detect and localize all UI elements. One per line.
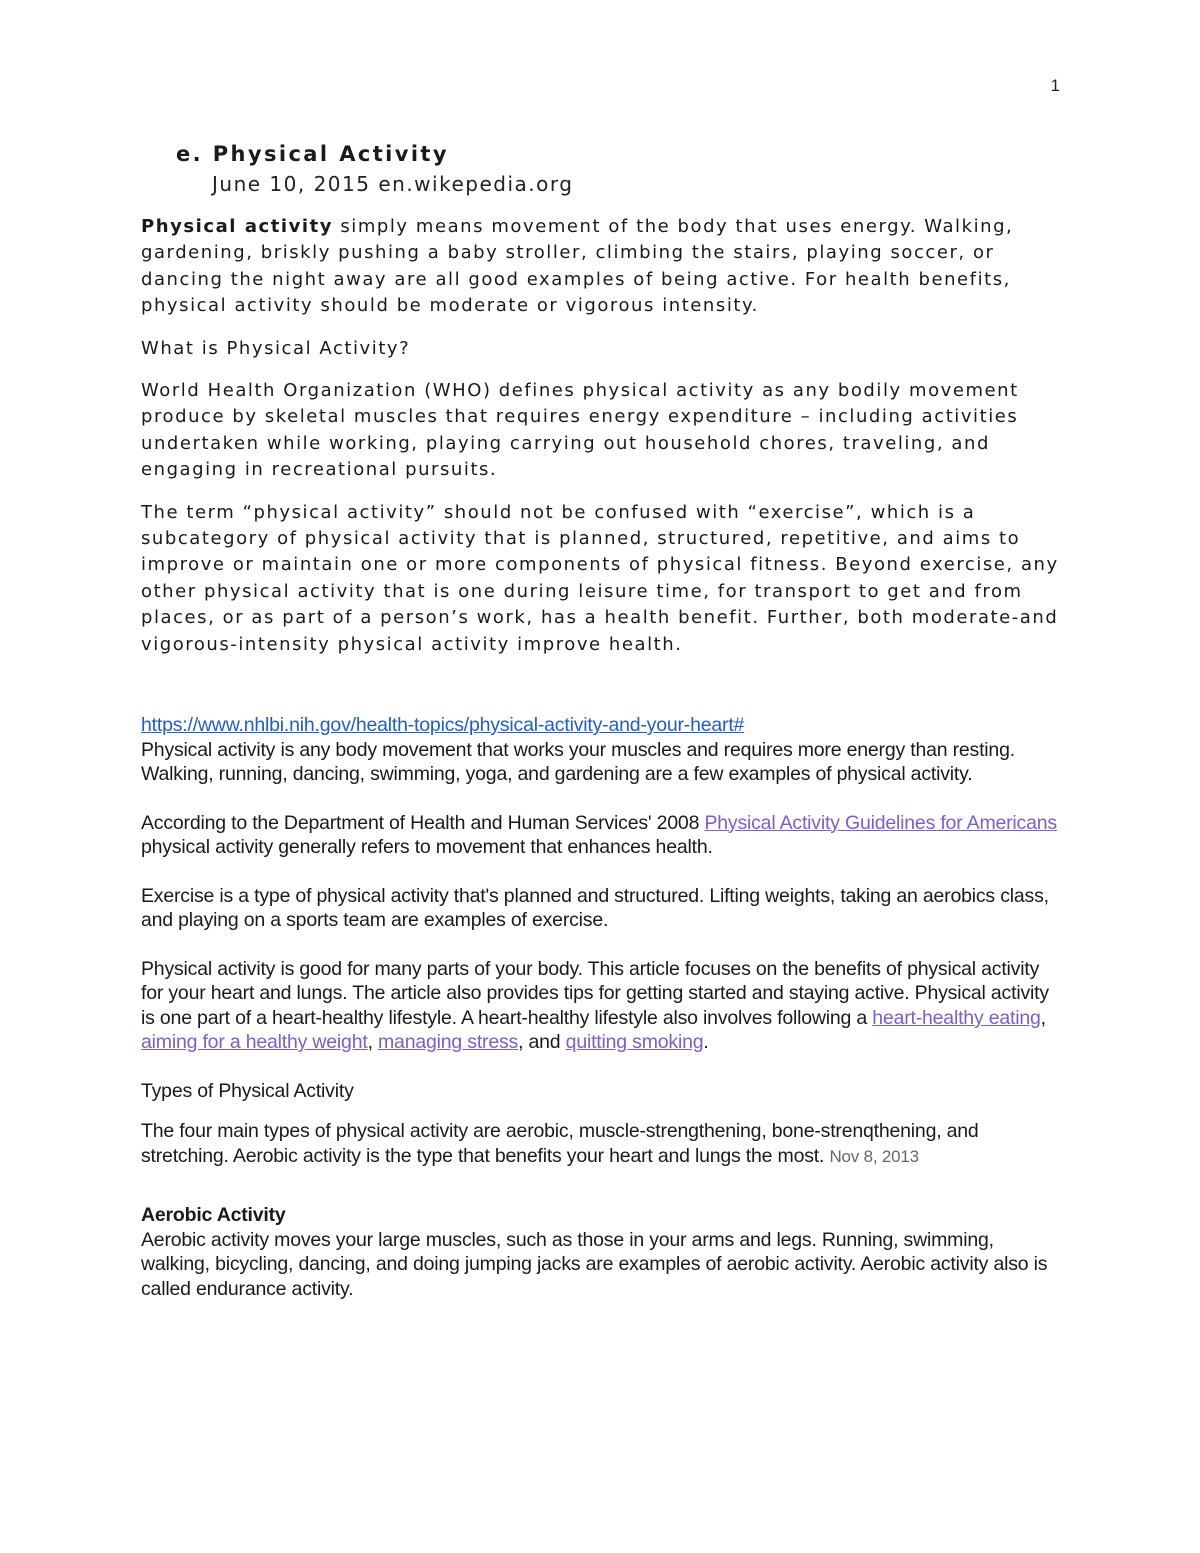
nhlbi-url-link[interactable]: https://www.nhlbi.nih.gov/health-topics/physical-activity-and-your-heart#: [141, 714, 745, 736]
types-paragraph: [141, 1119, 1061, 1169]
nhlbi-paragraph-2: [141, 811, 1061, 860]
nhlbi-paragraph-4: [141, 957, 1061, 1055]
aerobic-paragraph: Aerobic activity moves your large muscles, such as those in your arms and legs. Running, swimming, walking, bicycling, dancing, and doing jumping jacks are examples of aerobic activity. Aerobic activity also is called endurance activity.: [141, 1228, 1048, 1300]
types-text: The four main types of physical activity are aerobic, muscle-strengthening, bone-strenqthening, and stretching. Aerobic activity is the type that benefits your heart and lungs the most.: [141, 1120, 979, 1167]
section-subtitle: June 10, 2015 en.wikepedia.org: [212, 172, 574, 196]
p4-separator-2: ,: [367, 1031, 378, 1053]
term-paragraph: The term “physical activity” should not be confused with “exercise”, which is a subcategory of physical activity that is planned, structured, repetitive, and aims to improve or maintain one or more components of physical fitness. Beyond exercise, any other physical activity that is one during leisure time, for transport to get and from places, or as part of a person’s work, has a health benefit. Further, both moderate-and vigorous-intensity physical activity improve health.: [141, 501, 1059, 655]
types-date: Nov 8, 2013: [829, 1146, 919, 1166]
section-title: e. Physical Activity: [176, 142, 449, 166]
healthy-weight-link[interactable]: aiming for a healthy weight: [141, 1031, 368, 1053]
p4-text: Physical activity is good for many parts of your body. This article focuses on the benefits of physical activity for your heart and lungs. The article also provides tips for getting started and staying active. Physical activity is one part of a heart-healthy lifestyle. A heart-healthy lifestyle also involves following a: [141, 957, 1049, 1029]
heart-healthy-eating-link[interactable]: heart-healthy eating: [872, 1006, 1041, 1029]
p2-text-before: According to the Department of Health and Human Services' 2008: [141, 811, 705, 834]
aerobic-heading: Aerobic Activity: [141, 1204, 286, 1226]
who-paragraph: World Health Organization (WHO) defines physical activity as any bodily movement produce by skeletal muscles that requires energy expenditure – including activities undertaken while working, playing carrying out household chores, traveling, and engaging in recreational pursuits.: [141, 380, 1019, 481]
p4-separator-3: , and: [518, 1031, 566, 1053]
intro-paragraph: [141, 214, 1061, 320]
wiki-excerpt: [141, 214, 1061, 658]
types-heading: Types of Physical Activity: [141, 1079, 354, 1102]
p4-separator-1: ,: [1040, 1006, 1046, 1029]
question-heading: What is Physical Activity?: [141, 337, 411, 359]
nhlbi-paragraph-1: Physical activity is any body movement that works your muscles and requires more energy than resting. Walking, running, dancing, swimming, yoga, and gardening are a few examples of physical activity.: [141, 738, 1015, 785]
intro-bold-term: Physical activity: [141, 216, 334, 237]
guidelines-link[interactable]: Physical Activity Guidelines for Americans: [704, 811, 1057, 834]
nhlbi-excerpt: [141, 713, 1061, 1301]
intro-text: simply means movement of the body that uses energy. Walking, gardening, briskly pushing a baby stroller, climbing the stairs, playing soccer, or dancing the night away are all good examples of being active. For health benefits, physical activity should be moderate or vigorous intensity.: [141, 216, 1014, 317]
quitting-smoking-link[interactable]: quitting smoking: [565, 1031, 704, 1053]
p4-end: .: [703, 1031, 709, 1053]
managing-stress-link[interactable]: managing stress: [378, 1031, 519, 1053]
page-number: 1: [1050, 76, 1060, 95]
p2-text-after: physical activity generally refers to movement that enhances health.: [141, 836, 713, 858]
nhlbi-paragraph-3: Exercise is a type of physical activity that's planned and structured. Lifting weights, taking an aerobics class, and playing on a sports team are examples of exercise.: [141, 884, 1049, 931]
